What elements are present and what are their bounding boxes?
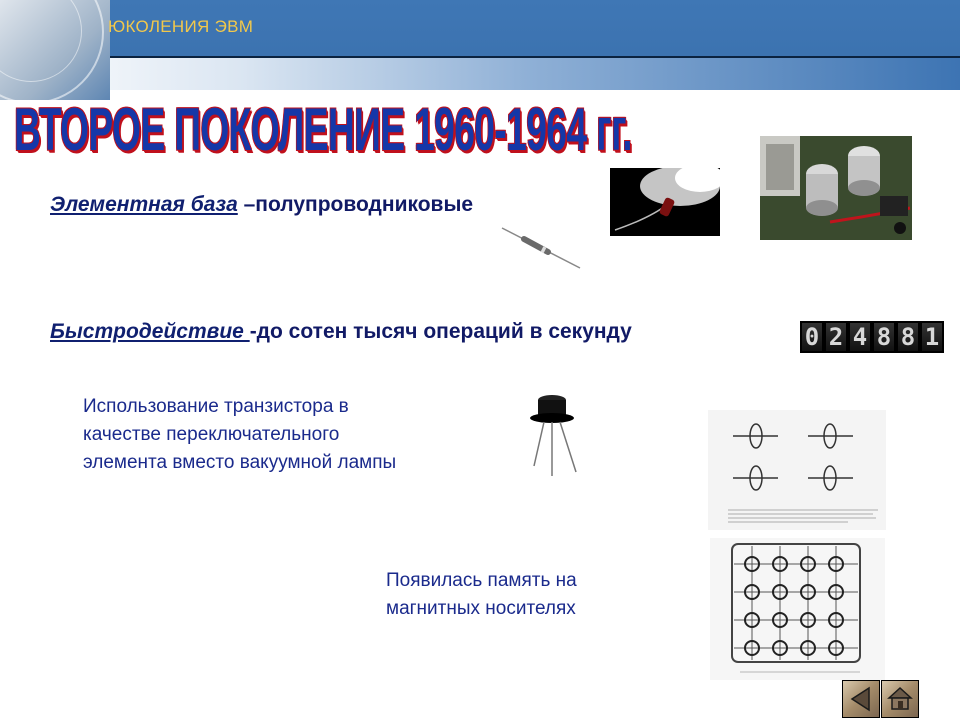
transistor-text-line: Использование транзистора в (83, 396, 349, 417)
counter-digit: 0 (802, 323, 822, 351)
memory-text-line: магнитных носителях (386, 598, 576, 619)
transistor-image (524, 392, 584, 478)
memory-text-block (386, 567, 686, 623)
header-title: ЮКОЛЕНИЯ ЭВМ (108, 17, 254, 36)
speed-term: Быстродействие (50, 320, 250, 343)
ferrite-cores-diagram (708, 410, 886, 530)
transistor-text-block (83, 393, 503, 477)
header-clock-decoration (0, 0, 110, 100)
speed-text: -до сотен тысяч операций в секунду (249, 320, 632, 343)
element-base-term: Элементная база (50, 193, 238, 216)
counter-digit: 4 (850, 323, 870, 351)
circuit-board-photo (760, 136, 912, 240)
memory-text-line: Появилась память на (386, 570, 577, 591)
transistor-text-line: элемента вместо вакуумной лампы (83, 452, 397, 473)
semiconductor-photo (610, 168, 720, 236)
counter-digit: 8 (898, 323, 918, 351)
core-memory-grid-diagram (710, 538, 885, 680)
header-divider (110, 56, 960, 58)
digit-counter-image (800, 321, 944, 353)
element-base-text: –полупроводниковые (237, 193, 474, 216)
slide-main-title: ВТОРОЕ ПОКОЛЕНИЕ 1960-1964 гг. (14, 96, 632, 163)
header-gradient-band (0, 58, 960, 90)
counter-digit: 1 (922, 323, 942, 351)
home-button[interactable] (881, 680, 919, 718)
back-button[interactable] (842, 680, 880, 718)
counter-digit: 2 (826, 323, 846, 351)
element-base-line (50, 193, 473, 217)
transistor-text-line: качестве переключательного (83, 424, 340, 445)
counter-digit: 8 (874, 323, 894, 351)
triangle-left-icon (847, 685, 875, 713)
speed-line (50, 320, 632, 344)
diode-image (500, 222, 582, 272)
house-icon (886, 685, 914, 713)
